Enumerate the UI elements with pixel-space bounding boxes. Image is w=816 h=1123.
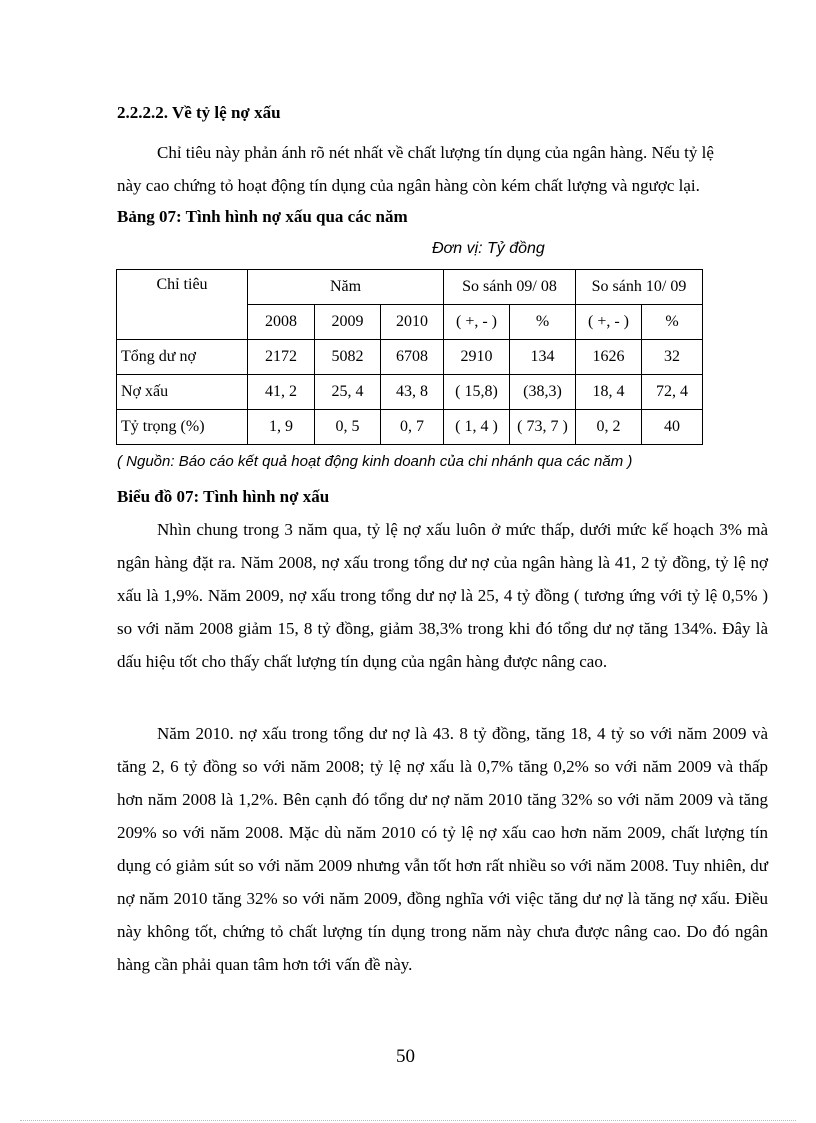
- intro-line-2: này cao chứng tỏ hoạt động tín dụng của ngân hàng còn kém chất lượng và ngược lại.: [117, 176, 700, 195]
- table-cell: 2910: [444, 340, 510, 375]
- table-row: [117, 340, 703, 375]
- header-year-group: Năm: [248, 270, 444, 305]
- paragraph-text: Nhìn chung trong 3 năm qua, tỷ lệ nợ xấu luôn ở mức thấp, dưới mức kế hoạch 3% mà ngân hàng đặt ra. Năm 2008, nợ xấu trong tổng dư nợ của ngân hàng là 41, 2 tỷ đồng, tỷ lệ nợ xấu là 1,9%. Năm 2009, nợ xấu trong tổng dư nợ là 25, 4 tỷ đồng ( tương ứng với tỷ lệ 0,5% ) so với năm 2008 giảm 15, 8 tỷ đồng, giảm 38,3% trong khi đó tổng dư nợ tăng 134%. Đây là dấu hiệu tốt cho thấy chất lượng tín dụng của ngân hàng được nâng cao.: [117, 520, 768, 671]
- chart-caption: Biểu đồ 07: Tình hình nợ xấu: [117, 487, 330, 506]
- table-cell: 41, 2: [248, 375, 315, 410]
- row-label: Nợ xấu: [117, 375, 248, 410]
- table-unit: Đơn vị: Tỷ đồng: [432, 240, 545, 257]
- header-abs: ( +, - ): [444, 305, 510, 340]
- row-label: Tổng dư nợ: [117, 340, 248, 375]
- table-cell: 1, 9: [248, 410, 315, 445]
- page-number: 50: [396, 1046, 415, 1067]
- table-row: [117, 375, 703, 410]
- bad-debt-table: [116, 269, 703, 445]
- row-label: Tỷ trọng (%): [117, 410, 248, 445]
- paragraph-text: Năm 2010. nợ xấu trong tổng dư nợ là 43. 8 tỷ đồng, tăng 18, 4 tỷ so với năm 2009 và tăng 2, 6 tỷ đồng so với năm 2008; tỷ lệ nợ xấu là 0,7% tăng 0,2% so với năm 2009 và thấp hơn năm 2008 là 1,2%. Bên cạnh đó tổng dư nợ năm 2010 tăng 32% so với năm 2009 và tăng 209% so với năm 2008. Mặc dù năm 2010 có tỷ lệ nợ xấu cao hơn năm 2009, chất lượng tín dụng có giảm sút so với năm 2009 nhưng vẫn tốt hơn rất nhiều so với năm 2008. Tuy nhiên, dư nợ năm 2010 tăng 32% so với năm 2009, đồng nghĩa với việc tăng dư nợ là tăng nợ xấu. Điều này không tốt, chứng tỏ chất lượng tín dụng trong năm này chưa được nâng cao. Do đó ngân hàng cần phải quan tâm hơn tới vấn đề này.: [117, 724, 768, 974]
- table-cell: 0, 7: [381, 410, 444, 445]
- table-cell: 1626: [576, 340, 642, 375]
- header-compare-0908: So sánh 09/ 08: [444, 270, 576, 305]
- section-heading: 2.2.2.2. Về tỷ lệ nợ xấu: [117, 103, 281, 122]
- header-year: 2009: [315, 305, 381, 340]
- header-compare-1009: So sánh 10/ 09: [576, 270, 703, 305]
- page-bottom-divider: [20, 1120, 796, 1121]
- table-cell: 134: [510, 340, 576, 375]
- table-cell: 40: [642, 410, 703, 445]
- table-header-row: [117, 270, 703, 305]
- header-year: 2010: [381, 305, 444, 340]
- table-cell: 43, 8: [381, 375, 444, 410]
- table-cell: ( 15,8): [444, 375, 510, 410]
- header-pct: %: [642, 305, 703, 340]
- header-pct: %: [510, 305, 576, 340]
- header-year: 2008: [248, 305, 315, 340]
- header-abs: ( +, - ): [576, 305, 642, 340]
- body-paragraph-2: [117, 717, 768, 981]
- table-caption: Bảng 07: Tình hình nợ xấu qua các năm: [117, 207, 408, 226]
- table-row: [117, 410, 703, 445]
- intro-line-1: Chỉ tiêu này phản ánh rõ nét nhất về chất lượng tín dụng của ngân hàng. Nếu tỷ lệ: [157, 143, 714, 162]
- body-paragraph-1: [117, 513, 768, 678]
- table-cell: 6708: [381, 340, 444, 375]
- table-cell: 2172: [248, 340, 315, 375]
- table-cell: 5082: [315, 340, 381, 375]
- table-cell: (38,3): [510, 375, 576, 410]
- table-cell: ( 73, 7 ): [510, 410, 576, 445]
- table-cell: 18, 4: [576, 375, 642, 410]
- table-cell: 0, 2: [576, 410, 642, 445]
- table-cell: 72, 4: [642, 375, 703, 410]
- table-source-note: ( Nguồn: Báo cáo kết quả hoạt động kinh doanh của chi nhánh qua các năm ): [117, 453, 633, 470]
- table-cell: ( 1, 4 ): [444, 410, 510, 445]
- table-cell: 25, 4: [315, 375, 381, 410]
- table-cell: 0, 5: [315, 410, 381, 445]
- header-indicator: Chỉ tiêu: [117, 270, 248, 340]
- table-cell: 32: [642, 340, 703, 375]
- intro-paragraph: [117, 136, 768, 202]
